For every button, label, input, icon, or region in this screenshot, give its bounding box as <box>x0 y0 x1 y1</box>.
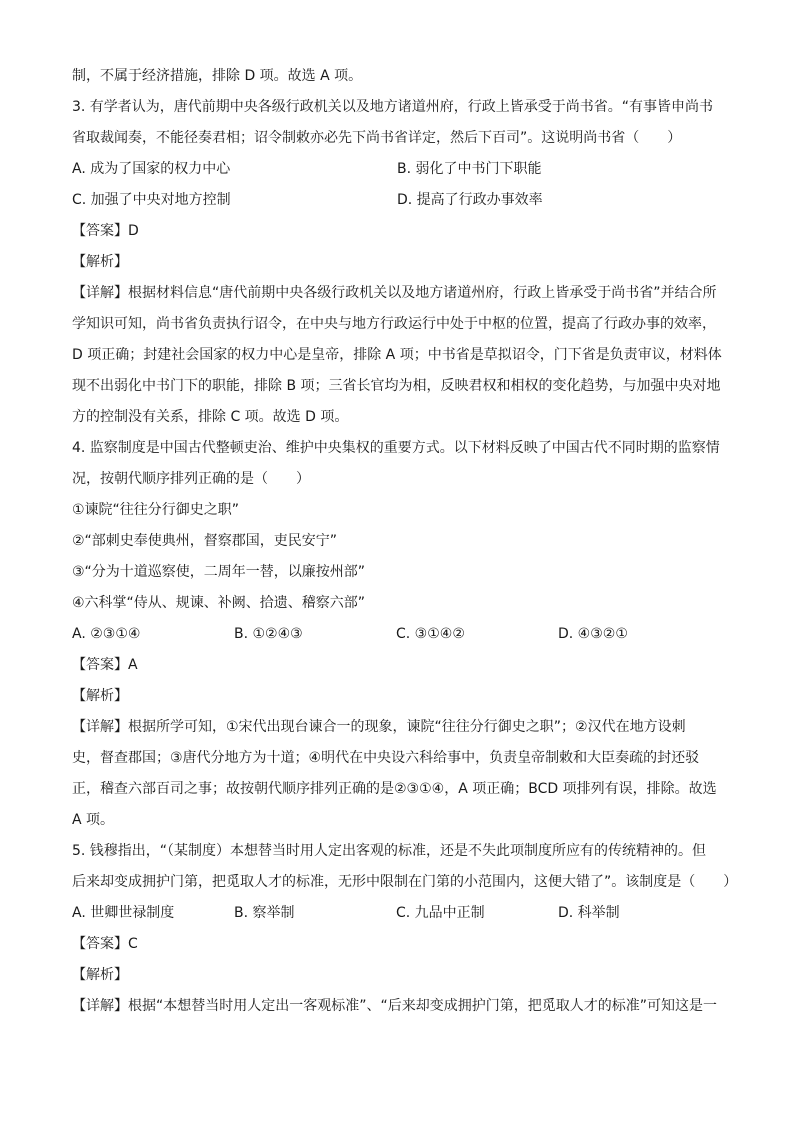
text-line: 制，不属于经济措施，排除 D 项。故选 A 项。 <box>72 68 363 84</box>
option-d: D. ④③②① <box>558 626 628 642</box>
explanation-line: 【详解】根据材料信息“唐代前期中央各级行政机关以及地方诸道州府，行政上皆承受于尚书省”并结合所 <box>72 285 717 301</box>
explanation-line: 史，督查郡国；③唐代分地方为十道；④明代在中央设六科给事中，负责皇帝制敕和大臣奏疏的封还驳 <box>72 750 700 766</box>
option-b: B. ①②④③ <box>234 626 303 642</box>
material-item: ②“部刺史奉使典州，督察郡国，吏民安宁” <box>72 533 338 549</box>
option-a: A. 成为了国家的权力中心 <box>72 161 231 177</box>
question-3-stem: 3. 有学者认为，唐代前期中央各级行政机关以及地方诸道州府，行政上皆承受于尚书省。“有事皆申尚书 <box>72 99 714 115</box>
explanation-line: 【详解】根据所学可知，①宋代出现台谏合一的现象，谏院“往往分行御史之职”；②汉代在地方设刺 <box>72 719 686 735</box>
analysis-label: 【解析】 <box>72 254 128 270</box>
option-a: A. ②③①④ <box>72 626 141 642</box>
question-4-stem: 4. 监察制度是中国古代整顿吏治、维护中央集权的重要方式。以下材料反映了中国古代不同时期的监察情 <box>72 440 720 456</box>
explanation-line: 现不出弱化中书门下的职能，排除 B 项；三省长官均为相，反映君权和相权的变化趋势，与加强中央对地 <box>72 378 721 394</box>
explanation-line: 【详解】根据“本想替当时用人定出一客观标准”、“后来却变成拥护门第，把觅取人才的标准”可知这是一 <box>72 998 718 1014</box>
explanation-line: 学知识可知，尚书省负责执行诏令，在中央与地方行政运行中处于中枢的位置，提高了行政办事的效率， <box>72 316 716 332</box>
question-5-stem: 5. 钱穆指出，“（某制度）本想替当时用人定出客观的标准，还是不失此项制度所应有的传统精神的。但 <box>72 843 707 859</box>
option-a: A. 世卿世禄制度 <box>72 905 175 921</box>
question-5-options <box>72 898 732 929</box>
option-b: B. 察举制 <box>234 905 295 921</box>
explanation-line: D 项正确；封建社会国家的权力中心是皇帝，排除 A 项；中书省是草拟诏令，门下省是负责审议，材料体 <box>72 347 722 363</box>
explanation-line: 方的控制没有关系，排除 C 项。故选 D 项。 <box>72 409 349 425</box>
question-3-options <box>72 185 732 216</box>
answer-label: 【答案】D <box>72 223 139 239</box>
option-d: D. 提高了行政办事效率 <box>397 192 543 208</box>
answer-label: 【答案】C <box>72 936 138 952</box>
option-c: C. 九品中正制 <box>396 905 485 921</box>
material-item: ③“分为十道巡察使，二周年一替，以廉按州部” <box>72 564 366 580</box>
question-4-stem: 况，按朝代顺序排列正确的是（ ） <box>72 471 310 487</box>
option-b: B. 弱化了中书门下职能 <box>397 161 542 177</box>
question-5-stem: 后来却变成拥护门第，把觅取人才的标准，无形中限制在门第的小范围内，这便大错了”。该制度是（ ） <box>72 874 738 890</box>
explanation-line: 正，稽查六部百司之事；故按朝代顺序排列正确的是②③①④，A 项正确；BCD 项排列有误，排除。故选 <box>72 781 717 797</box>
option-d: D. 科举制 <box>558 905 620 921</box>
document-page <box>72 61 738 1022</box>
explanation-line: A 项。 <box>72 812 115 828</box>
material-item: ④六科掌“侍从、规谏、补阙、拾遗、稽察六部” <box>72 595 366 611</box>
option-c: C. 加强了中央对地方控制 <box>72 192 231 208</box>
answer-label: 【答案】A <box>72 657 138 673</box>
material-item: ①谏院“往往分行御史之职” <box>72 502 240 518</box>
analysis-label: 【解析】 <box>72 688 128 704</box>
analysis-label: 【解析】 <box>72 967 128 983</box>
question-3-stem: 省取裁闻奏，不能径奏君相；诏令制敕亦必先下尚书省详定，然后下百司”。这说明尚书省（ ） <box>72 130 682 146</box>
question-3-options <box>72 154 732 185</box>
question-4-options <box>72 619 732 650</box>
option-c: C. ③①④② <box>396 626 465 642</box>
